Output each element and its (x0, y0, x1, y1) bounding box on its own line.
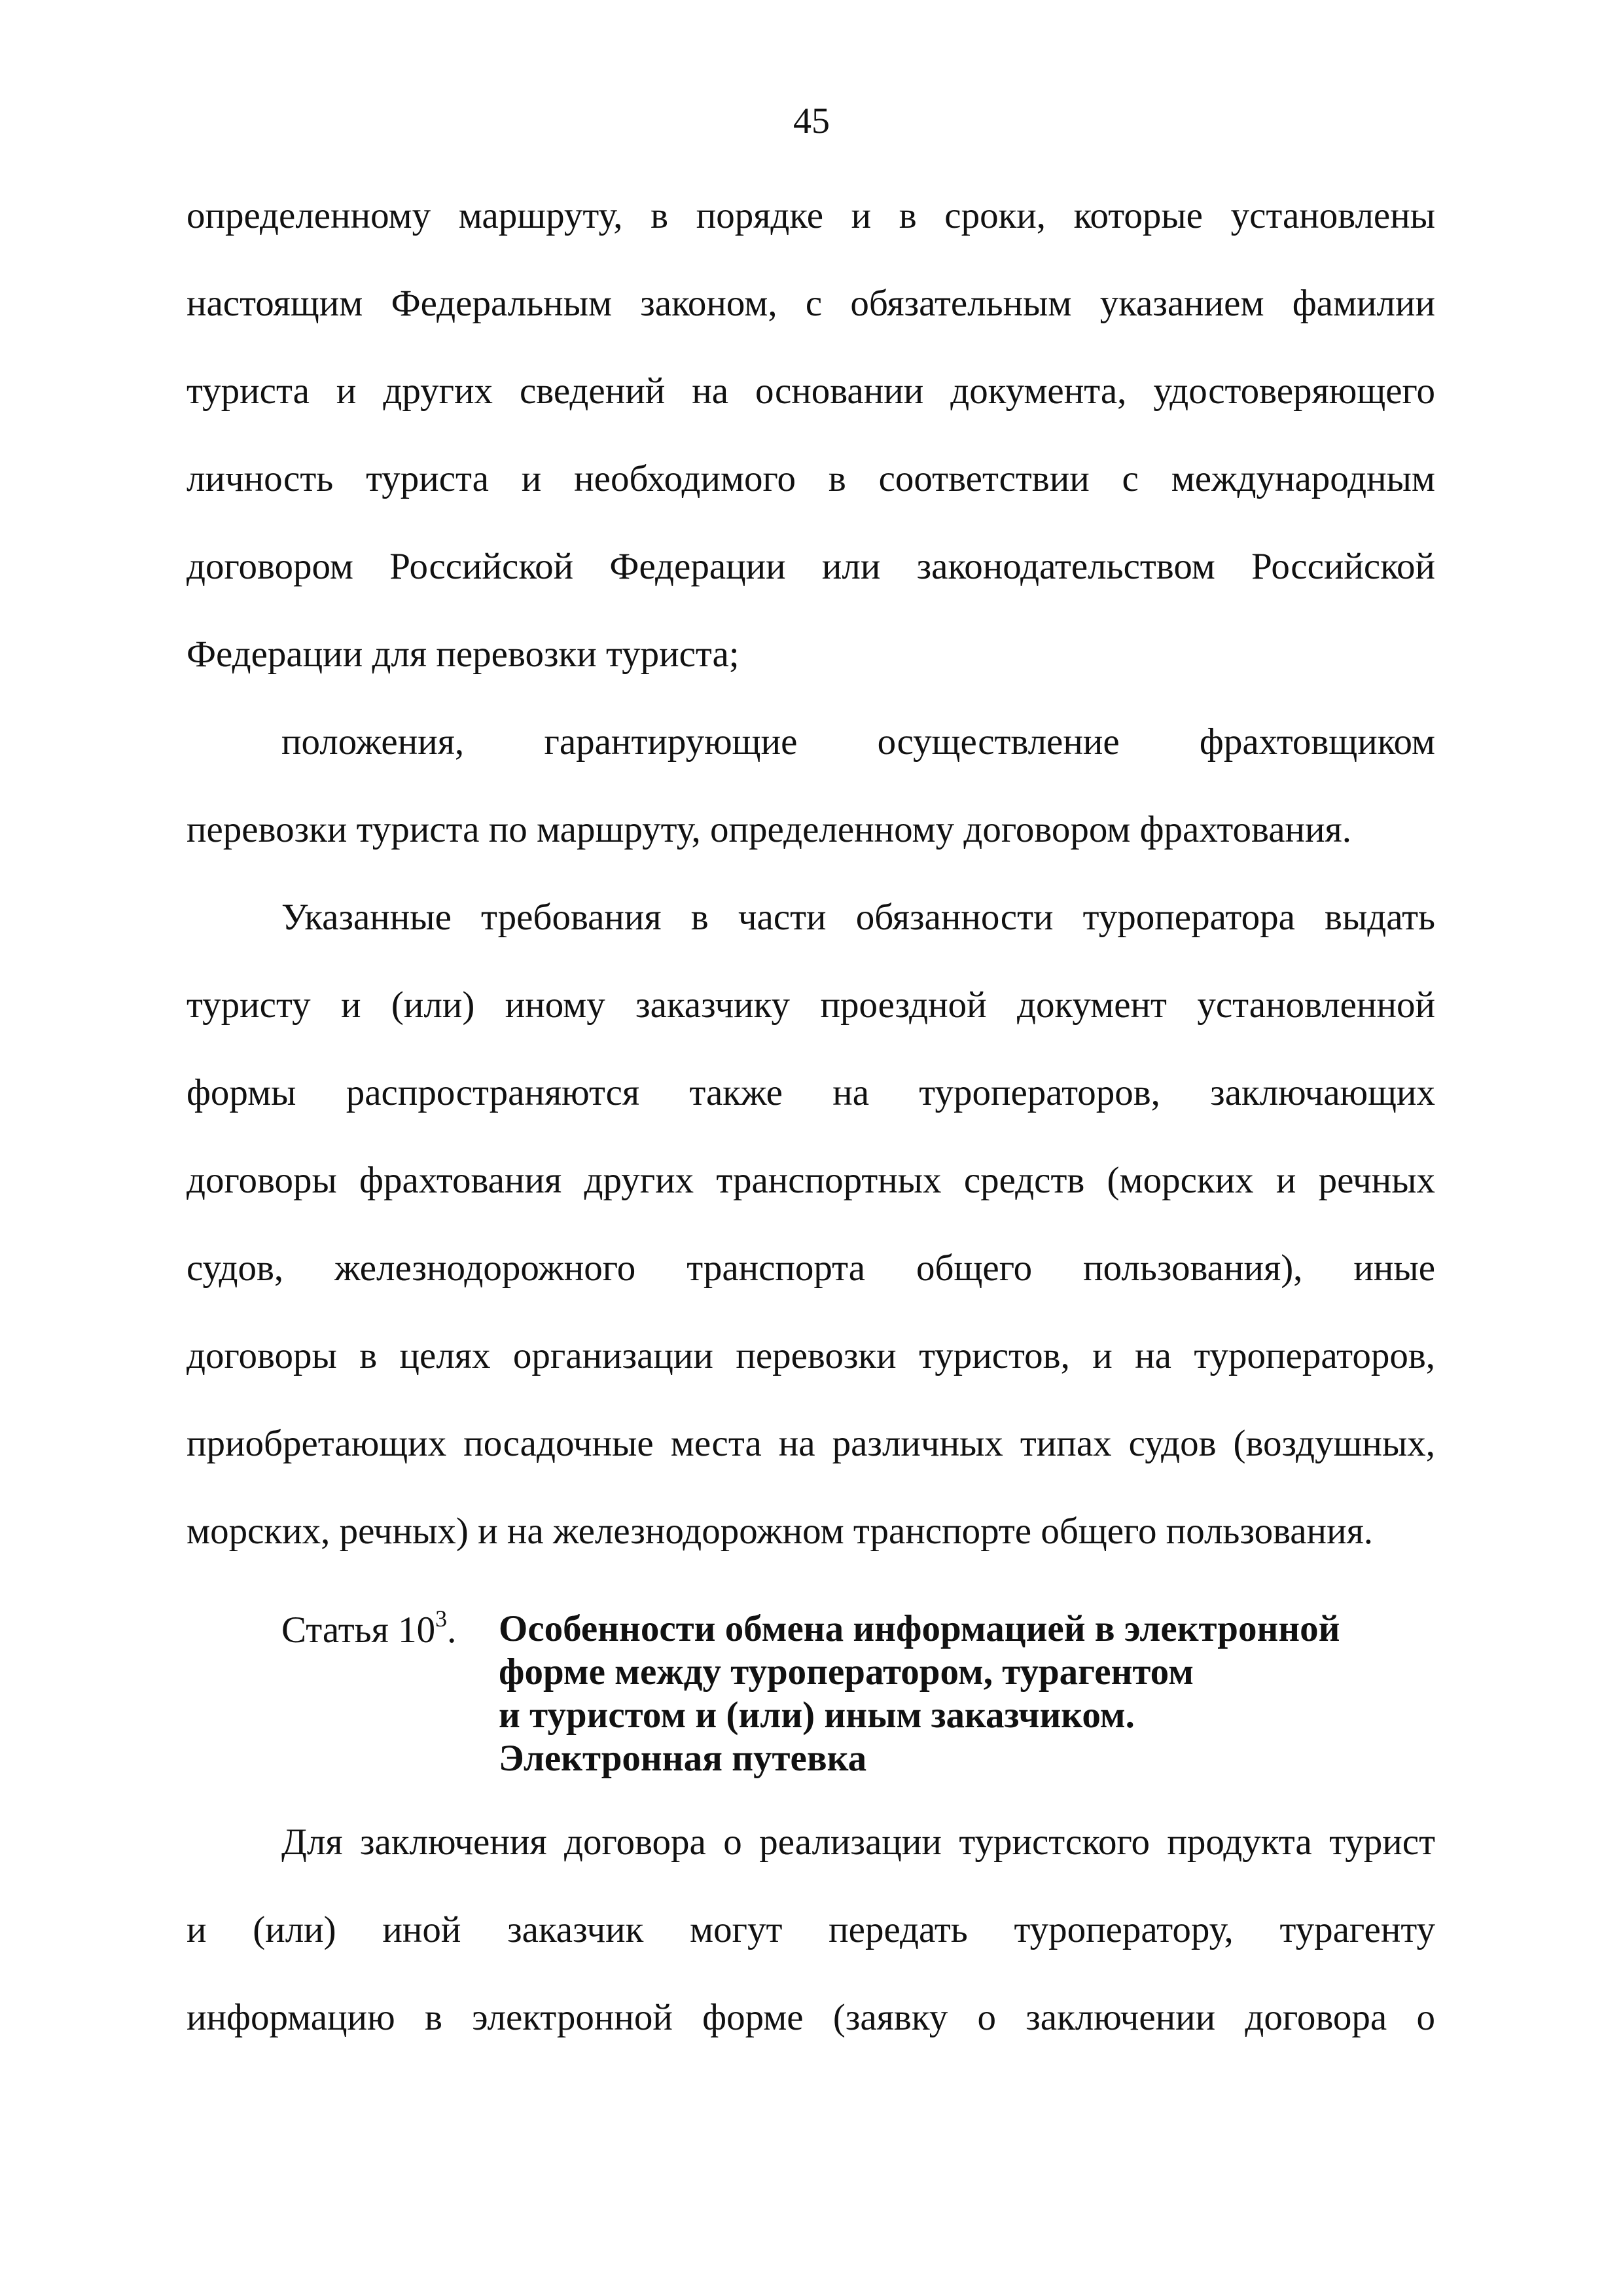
article-title-line-1: Особенности обмена информацией в электронной (499, 1608, 1340, 1649)
paragraph-1-line-4: личность туриста и необходимого в соответствии с международным (187, 458, 1435, 499)
paragraph-3-line-6: договоры в целях организации перевозки туристов, и на туроператоров, (187, 1335, 1435, 1376)
paragraph-1-line-6: Федерации для перевозки туриста; (187, 634, 740, 675)
article-title (499, 1607, 1428, 1780)
paragraph-1-line-1: определенному маршруту, в порядке и в сроки, которые установлены (187, 195, 1435, 236)
article-title-line-4: Электронная путевка (499, 1738, 867, 1779)
article-title-line-2: форме между туроператором, турагентом (499, 1651, 1194, 1693)
page-number: 45 (793, 101, 830, 141)
paragraph-1-line-2: настоящим Федеральным законом, с обязательным указанием фамилии (187, 283, 1435, 324)
article-label-suffix: . (447, 1609, 457, 1651)
paragraph-3-line-1: Указанные требования в части обязанности туроператора выдать (281, 897, 1435, 938)
paragraph-3-line-4: договоры фрахтования других транспортных средств (морских и речных (187, 1160, 1435, 1201)
paragraph-3-line-8: морских, речных) и на железнодорожном транспорте общего пользования. (187, 1511, 1374, 1552)
paragraph-4-line-1: Для заключения договора о реализации туристского продукта турист (281, 1821, 1435, 1863)
paragraph-4-line-2: и (или) иной заказчик могут передать туроператору, турагенту (187, 1909, 1435, 1950)
paragraph-1-line-3: туриста и других сведений на основании документа, удостоверяющего (187, 370, 1435, 412)
paragraph-4-line-3: информацию в электронной форме (заявку о заключении договора о (187, 1997, 1435, 2038)
paragraph-3-line-2: туристу и (или) иному заказчику проездной документ установленной (187, 984, 1435, 1026)
article-title-line-3: и туристом и (или) иным заказчиком. (499, 1695, 1135, 1736)
paragraph-3-line-3: формы распространяются также на туроператоров, заключающих (187, 1072, 1435, 1113)
article-label (281, 1607, 456, 1657)
paragraph-2-line-2: перевозки туриста по маршруту, определенному договором фрахтования. (187, 809, 1351, 850)
article-label-text: Статья 10 (281, 1609, 436, 1651)
paragraph-3-line-7: приобретающих посадочные места на различных типах судов (воздушных, (187, 1423, 1435, 1464)
paragraph-2-line-1: положения, гарантирующие осуществление фрахтовщиком (281, 721, 1435, 762)
paragraph-1-line-5: договором Российской Федерации или законодательством Российской (187, 546, 1435, 587)
article-label-superscript: 3 (435, 1605, 448, 1632)
paragraph-3-line-5: судов, железнодорожного транспорта общего пользования), иные (187, 1247, 1435, 1289)
